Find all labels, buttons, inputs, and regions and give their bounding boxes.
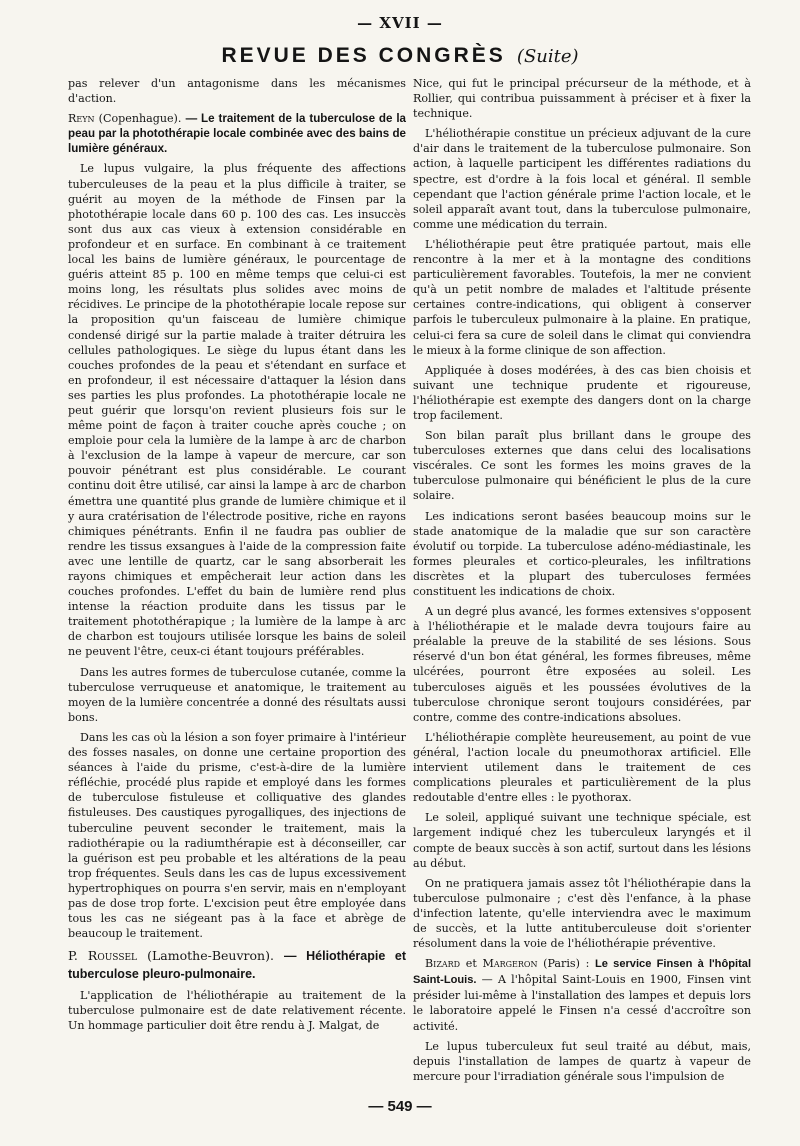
paragraph: Son bilan paraît plus brillant dans le groupe des tuberculoses externes que dans celui des localisations viscérales. Ce sont les formes les moins graves de la tuberculose pulmonaire qui bénéficient le plus de la cure solaire. [413, 429, 751, 503]
folio-roman-numeral: — XVII — [357, 14, 443, 32]
paragraph: L'application de l'héliothérapie au traitement de la tuberculose pulmonaire est de date relativement récente. Un hommage particulier doit être rendu à J. Malgat, de [68, 989, 406, 1033]
article-heading-roussel [68, 947, 406, 983]
paragraph: Le lupus vulgaire, la plus fréquente des affections tuberculeuses de la peau et la plus difficile à traiter, se guérit au moyen de la méthode de Finsen par la photothérapie locale dans 60 p. 100 des cas. Les insuccès sont dus aux cas vieux à extension considérable en profondeur et en surface. En combinant à ce traitement local les bains de lumière généraux, le pourcentage de guéris atteint 85 p. 100 en même temps que celui-ci est moins long, les résultats plus solides avec moins de récidives. Le principe de la photothérapie locale repose sur la proposition qu'un faisceau de lumière chimique condensé dirigé sur la partie malade à traiter détruira les cellules pathologiques. Le siège du lupus étant dans les couches profondes de la peau et s'étendant en surface et en profondeur, il est nécessaire d'attaquer la lésion dans ses parties les plus profondes. La photothérapie locale ne peut guérir que lorsqu'on revient plusieurs fois sur le même point de façon à traiter couche après couche ; on emploie pour cela la lumière de la lampe à arc de charbon à l'exclusion de la lampe à vapeur de mercure, car son pouvoir pénétrant est plus considérable. Le courant continu doit être utilisé, car ainsi la lampe à arc de charbon émettra une quantité plus grande de lumière chimique et il y aura cratérisation de l'électrode positive, riche en rayons chimiques pénétrants. Enfin il ne faudra pas oublier de rendre les tissus exsangues à l'aide de la compression faite avec une lentille de quartz, car le sang absorberait les rayons chimiques et empêcherait leur action dans les couches profondes. L'effet du bain de lumière rend plus intense la réaction produite dans les tissus par le traitement photothérapique ; la lumière de la lampe à arc de charbon est toujours utilisée lorsque les bains de soleil ne peuvent l'être, ceux-ci étant toujours préférables. [68, 162, 406, 659]
paragraph: pas relever d'un antagonisme dans les mécanismes d'action. [68, 77, 406, 106]
author-location: (Copenhague). [98, 112, 182, 126]
paragraph: Appliquée à doses modérées, à des cas bien choisis et suivant une technique prudente et rigoureuse, l'héliothérapie est exempte des dangers dont on la charge trop facilement. [413, 363, 751, 422]
paragraph-start: — A l'hôpital Saint-Louis en 1900, Finsen vint présider lui-même à l'installation des lampes et depuis lors le laboratoire appelé le Finsen n'a cessé d'accroître son activité. [413, 973, 751, 1033]
author-location: (Paris) : [543, 957, 590, 971]
author-name: Reyn [68, 112, 95, 126]
author-name: Margeron [482, 957, 538, 971]
article-heading-bizard [413, 956, 751, 1033]
article-heading-reyn [68, 111, 406, 156]
left-column [68, 76, 406, 1039]
right-column [413, 76, 751, 1089]
article-title: — Héliothérapie et tuberculose pleuro-pulmonaire. [68, 949, 406, 982]
paragraph: Le lupus tuberculeux fut seul traité au début, mais, depuis l'installation de lampes de quartz à vapeur de mercure pour l'irradiation générale sous l'impulsion de [413, 1039, 751, 1083]
paragraph: L'héliothérapie complète heureusement, au point de vue général, l'action locale du pneumothorax artificiel. Elle intervient utilement dans le traitement de ces complications pleurales et particulièrement de la plus redoutable d'entre elles : le pyothorax. [413, 730, 751, 805]
author-conjunction: et [465, 957, 477, 971]
paragraph: L'héliothérapie constitue un précieux adjuvant de la cure d'air dans le traitement de la tuberculose pulmonaire. Son action, à laquelle participent les différentes radiations du spectre, est d'ordre à la fois local et général. Il semble cependant que l'action générale prime l'action locale, et le soleil apparaît avant tout, dans la tuberculose pulmonaire, comme une médication du terrain. [413, 127, 751, 231]
section-title: REVUE DES CONGRÈS [221, 44, 506, 67]
author-location: (Lamothe-Beuvron). [147, 948, 274, 964]
author-name: P. Roussel [68, 948, 138, 964]
section-title-suite: (Suite) [516, 46, 579, 67]
paragraph: Nice, qui fut le principal précurseur de la méthode, et à Rollier, qui contribua puissamment à préciser et à fixer la technique. [413, 77, 751, 121]
paragraph: Les indications seront basées beaucoup moins sur le stade anatomique de la maladie que sur son caractère évolutif ou torpide. La tuberculose adéno-médiastinale, les formes pleurales et cortico-pleurales, les infiltrations discrètes et la plupart des tuberculoses fermées constituent les indications de choix. [413, 509, 751, 598]
author-name: Bizard [425, 957, 461, 971]
paragraph: On ne pratiquera jamais assez tôt l'héliothérapie dans la tuberculose pulmonaire ; c'est dès l'enfance, à la phase d'infection latente, qu'elle interviendra avec le maximum de succès, et la lutte antituberculeuse doit s'orienter résolument dans la voie de l'héliothérapie préventive. [413, 876, 751, 951]
page-number: — 549 — [368, 1098, 432, 1115]
paragraph: L'héliothérapie peut être pratiquée partout, mais elle rencontre à la mer et à la montagne des conditions particulièrement favorables. Toutefois, la mer ne convient qu'à un petit nombre de malades et l'altitude présente certaines contre-indications, qui obligent à conserver parfois le tuberculeux pulmonaire à la plaine. En pratique, celui-ci fera sa cure de soleil dans le climat qui conviendra le mieux à la forme clinique de son affection. [413, 237, 751, 357]
paragraph: Dans les cas où la lésion a son foyer primaire à l'intérieur des fosses nasales, on donne une certaine proportion des séances à l'aide du prisme, c'est-à-dire de la lumière réfléchie, procédé plus rapide et employé dans les formes de tuberculose fistuleuse et colliquative des glandes fistuleuses. Des caustiques pyrogalliques, des injections de tuberculine peuvent seconder le traitement, mais la radiothérapie ou la radiumthérapie est à déconseiller, car la guérison est peu probable et les altérations de la peau trop fréquentes. Seuls dans les cas de lupus excessivement hypertrophiques on pourra s'en servir, mais en n'employant pas de dose trop forte. L'excision peut être employée dans tous les cas ne siégeant pas à la face et abrège de beaucoup le traitement. [68, 730, 406, 941]
paragraph: Dans les autres formes de tuberculose cutanée, comme la tuberculose verruqueuse et anatomique, le traitement au moyen de la lumière concentrée a donné des résultats aussi bons. [68, 665, 406, 724]
article-title: — Le traitement de la tuberculose de la peau par la photothérapie locale combinée avec des bains de lumière généraux. [68, 112, 406, 156]
article-title: Le service Finsen à l'hôpital Saint-Louis. [413, 958, 752, 987]
section-header [0, 44, 800, 68]
paragraph: A un degré plus avancé, les formes extensives s'opposent à l'héliothérapie et le malade devra toujours faire au préalable la preuve de la stabilité de ses lésions. Sous réservé d'un bon état général, les formes fibreuses, même ulcérées, pourront être exposées au soleil. Les tuberculoses aiguës et les poussées évolutives de la tuberculose chronique seront toujours considérées, par contre, comme des contre-indications absolues. [413, 605, 751, 724]
paragraph: Le soleil, appliqué suivant une technique spéciale, est largement indiqué chez les tuberculeux laryngés et il compte de beaux succès à son actif, surtout dans les lésions au début. [413, 811, 751, 870]
